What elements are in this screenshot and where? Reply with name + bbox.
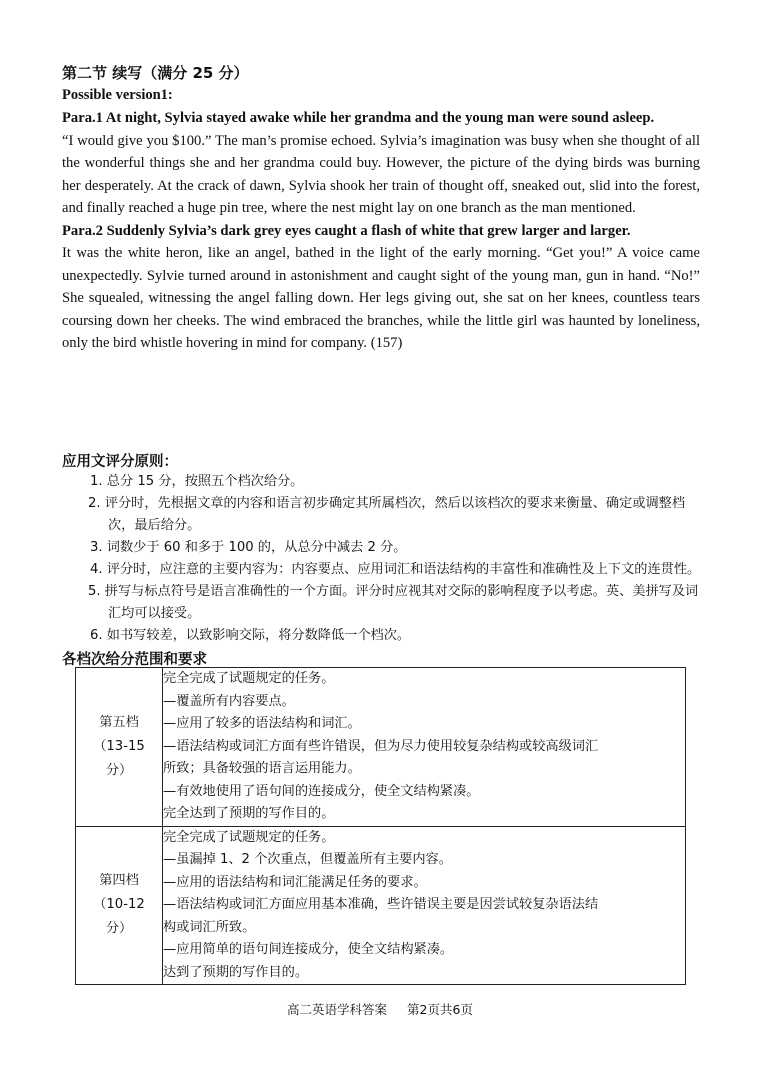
description-line: 完全完成了试题规定的任务。 (163, 671, 335, 686)
level-name: 第五档 (99, 714, 139, 730)
para2-body: It was the white heron, like an angel, bathed in the light of the early morning. “Get you!” A voice came unexpectedly. Sylvie turned around in astonishment and caught sight of the young man, gun in hand. “No!” She squealed, witnessing the angel falling down. Her legs giving out, she sat on her knees, countless tears coursing down her cheeks. The wind embraced the branches, while the little girl was haunted by loneliness, only the bird whistle hovering in mind for company. (157) (62, 245, 700, 351)
description-line: —覆盖所有内容要点。 (163, 693, 295, 709)
rule-item: 2. 评分时，先根据文章的内容和语言初步确定其所属档次，然后以该档次的要求来衡量、确定或调整档次，最后给分。 (88, 496, 686, 533)
rule-item: 6. 如书写较差，以致影响交际，将分数降低一个档次。 (90, 628, 411, 643)
page-footer (0, 1000, 760, 1018)
level-description (163, 826, 686, 985)
rule-item: 5. 拼写与标点符号是语言准确性的一个方面。评分时应视其对交际的影响程度予以考虑。英、美拼写及词汇均可以接受。 (88, 584, 699, 621)
level-unit: 分） (105, 762, 133, 778)
description-line: 所致；具备较强的语言运用能力。 (163, 761, 361, 776)
description-line: 达到了预期的写作目的。 (163, 964, 309, 980)
description-line: —应用简单的语句间连接成分，使全文结构紧凑。 (163, 942, 454, 957)
description-line: 构或词汇所致。 (163, 919, 256, 935)
footer-subject: 高二英语学科答案 (287, 1002, 388, 1017)
section-title: 第二节 续写（满分 25 分） (62, 64, 249, 82)
table-row (76, 668, 686, 827)
level-name: 第四档 (99, 873, 139, 889)
description-line: —语法结构或词汇方面有些许错误，但为尽力使用较复杂结构或较高级词汇 (163, 738, 599, 754)
level-range: （10-12 (93, 897, 145, 913)
description-line: 完全完成了试题规定的任务。 (163, 829, 335, 845)
level-cell (76, 826, 163, 985)
grading-principles-list (62, 471, 702, 647)
para1-body: “I would give you $100.” The man’s promise echoed. Sylvia’s imagination was busy when she thought of all the wonderful things she and her grandma could buy. However, the picture of the dying birds was burning her desperately. At the crack of dawn, Sylvia shook her train of thought off, sneaked out, slid into the forest, and finally reached a huge pin tree, where the nest might lay on one branch as the man mentioned. (62, 132, 700, 216)
level-range: （13-15 (93, 738, 145, 754)
para2-heading: Para.2 Suddenly Sylvia’s dark grey eyes caught a flash of white that grew larger and larger. (62, 222, 631, 239)
grading-levels-table (75, 667, 686, 985)
description-line: —有效地使用了语句间的连接成分，使全文结构紧凑。 (163, 783, 480, 799)
rule-item: 4. 评分时，应注意的主要内容为：内容要点、应用词汇和语法结构的丰富性和准确性及上下文的连贯性。 (90, 562, 701, 577)
possible-version-label: Possible version1: (62, 87, 173, 103)
table-row (76, 826, 686, 985)
description-line: —应用的语法结构和词汇能满足任务的要求。 (163, 874, 427, 890)
footer-page-number: 第2页共6页 (407, 1002, 473, 1017)
level-unit: 分） (105, 921, 133, 937)
level-cell (76, 668, 163, 827)
grading-principles-heading: 应用文评分原则： (62, 454, 178, 470)
levels-heading: 各档次给分范围和要求 (62, 652, 207, 668)
description-line: 完全达到了预期的写作目的。 (163, 806, 335, 821)
rule-item: 1. 总分 15 分，按照五个档次给分。 (90, 474, 304, 489)
rule-item: 3. 词数少于 60 和多于 100 的，从总分中减去 2 分。 (90, 540, 407, 555)
level-description (163, 668, 686, 827)
para1-heading: Para.1 At night, Sylvia stayed awake while her grandma and the young man were sound asleep. (62, 110, 655, 126)
description-line: —虽漏掉 1、2 个次重点，但覆盖所有主要内容。 (163, 852, 452, 867)
model-essay (62, 107, 700, 355)
description-line: —语法结构或词汇方面应用基本准确，些许错误主要是因尝试较复杂语法结 (163, 897, 599, 912)
description-line: —应用了较多的语法结构和词汇。 (163, 716, 361, 731)
